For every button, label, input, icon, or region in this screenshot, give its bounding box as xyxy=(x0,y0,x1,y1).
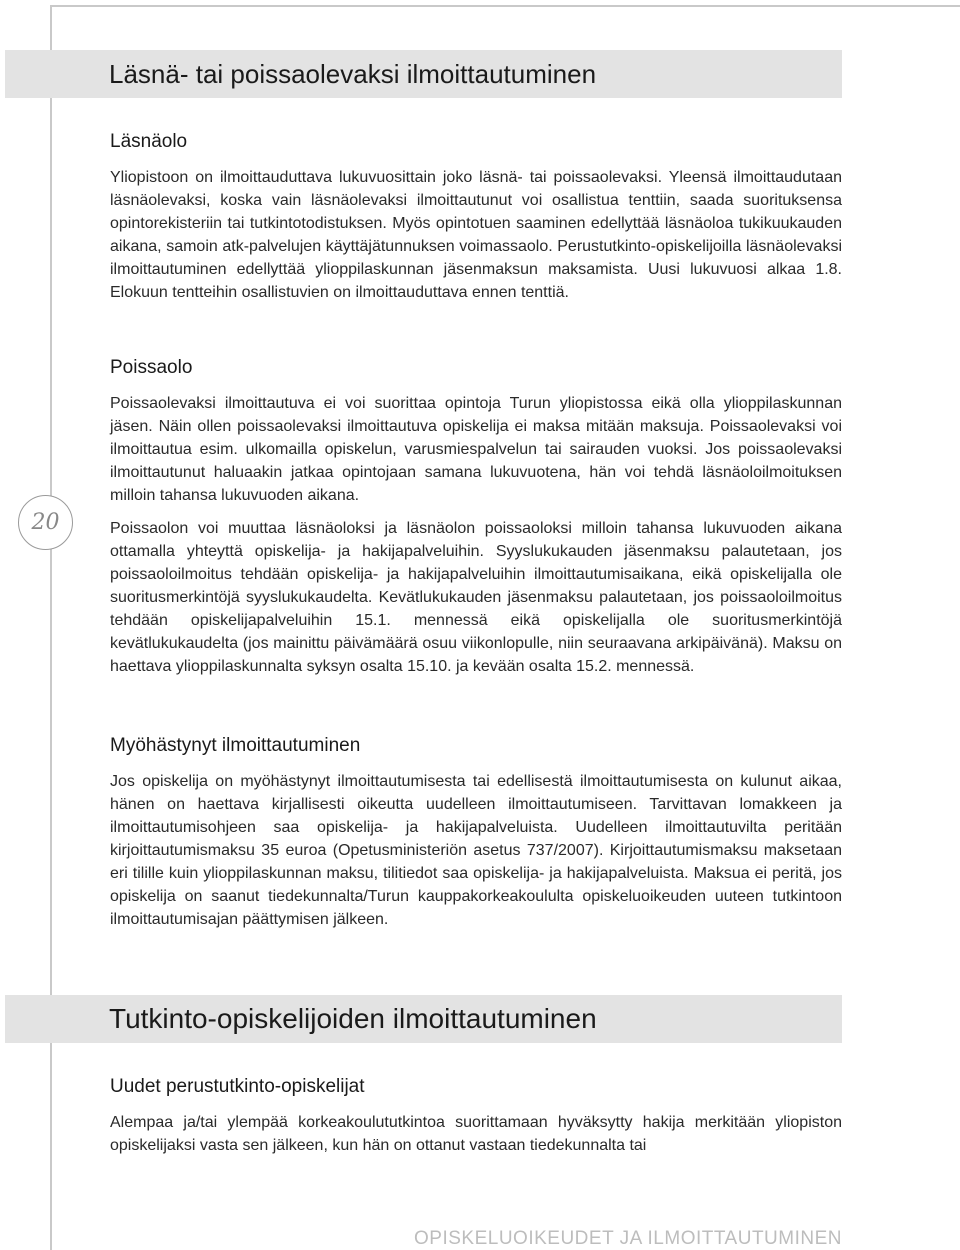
page-frame-left xyxy=(50,5,52,1250)
page-frame-top xyxy=(50,5,960,7)
section-poissaolo xyxy=(110,356,842,678)
page-number: 20 xyxy=(31,510,60,535)
second-heading: Tutkinto-opiskelijoiden ilmoittautuminen xyxy=(109,1003,597,1034)
section-lasnaolo xyxy=(110,130,842,304)
section-title-poissaolo: Poissaolo xyxy=(110,357,193,378)
section-title-uudet: Uudet perustutkinto-opiskelijat xyxy=(110,1076,365,1097)
page-number-badge xyxy=(18,495,73,550)
paragraph-lasnaolo: Yliopistoon on ilmoittauduttava lukuvuosittain joko läsnä- tai poissaolevaksi. Yleensä ilmoittaudutaan läsnäolevaksi, koska vain läsnäolevaksi ilmoittautunut voi osallistua tenttiin, saada suorituksensa opintorekisteriin tai tutkintotodistuksen. Myös opintotuen saaminen edellyttää läsnäoloa tukikuukauden aikana, samoin atk-palvelujen käyttäjätunnuksen voimassaolo. Perustutkinto-opiskelijoilla läsnäolevaksi ilmoittautuminen edellyttää ylioppilaskunnan jäsenmaksun maksamista. Uusi lukuvuosi alkaa 1.8. Elokuun tentteihin osallistuvien on ilmoittauduttava ennen tenttiä. xyxy=(110,169,842,301)
paragraph-poissaolo-1: Poissaolevaksi ilmoittautuva ei voi suorittaa opintoja Turun yliopistossa eikä olla ylioppilaskunnan jäsen. Näin ollen poissaolevaksi ilmoittautuva opiskelija ei maksa mitään maksuja. Poissaolevaksi voi ilmoittautua esim. ulkomailla opiskelun, varusmiespalvelun tai sairauden vuoksi. Jos poissaolevaksi ilmoittautunut haluaakin jatkaa opintojaan samana lukuvuotena, hän voi tehdä läsnäoloilmoituksen milloin tahansa lukuvuoden aikana. xyxy=(110,395,842,504)
section-title-myohastynyt: Myöhästynyt ilmoittautuminen xyxy=(110,735,361,756)
running-footer: OPISKELUOIKEUDET JA ILMOITTAUTUMINEN xyxy=(414,1228,842,1249)
section-uudet xyxy=(110,1075,842,1157)
second-heading-band xyxy=(5,995,842,1043)
section-title-lasnaolo: Läsnäolo xyxy=(110,131,188,152)
section-myohastynyt xyxy=(110,734,842,931)
main-heading-band xyxy=(5,50,842,98)
main-heading: Läsnä- tai poissaolevaksi ilmoittautuminen xyxy=(109,59,597,89)
paragraph-uudet: Alempaa ja/tai ylempää korkeakoulututkintoa suorittamaan hyväksytty hakija merkitään yliopiston opiskelijaksi vasta sen jälkeen, kun hän on ottanut vastaan tiedekunnalta tai xyxy=(110,1114,842,1154)
paragraph-poissaolo-2: Poissaolon voi muuttaa läsnäoloksi ja läsnäolon poissaoloksi milloin tahansa lukuvuoden aikana ottamalla yhteyttä opiskelija- ja hakijapalveluihin. Syyslukukauden jäsenmaksu palautetaan, jos poissaoloilmoitus tehdään opiskelija- ja hakijapalveluihin ilmoittautumisaikana, eikä opiskelijalla ole suoritusmerkintöjä syyslukukaudelta. Kevätlukukauden jäsenmaksu palautetaan, jos poissaoloilmoitus tehdään opiskelijapalveluihin 15.1. mennessä eikä opiskelijalla ole suoritusmerkintöjä kevätlukukaudelta (jos mainittu päivämäärä osuu viikonlopulle, niin seuraavana arkipäivänä). Maksu on haettava ylioppilaskunnalta syksyn osalta 15.10. ja kevään osalta 15.2. mennessä. xyxy=(110,520,842,675)
paragraph-myohastynyt: Jos opiskelija on myöhästynyt ilmoittautumisesta tai edellisestä ilmoittautumisesta on kulunut aikaa, hänen on haettava kirjallisesti oikeutta uudelleen ilmoittautumiseen. Tarvittavan lomakkeen ja ilmoittautumisohjeen saa opiskelija- ja hakijapalveluista. Uudelleen ilmoittautuvilta peritään kirjoittautumismaksu 35 euroa (Opetusministeriön asetus 737/2007). Kirjoittautumismaksu maksetaan eri tilille kuin ylioppilaskunnan maksu, tilitiedot saa opiskelija- ja hakijapalveluista. Maksua ei peritä, jos opiskelija on saanut tiedekunnalta/Turun kauppakorkeakoululta opiskeluoikeuden uuteen tutkintoon ilmoittautumisajan päättymisen jälkeen. xyxy=(110,773,842,928)
